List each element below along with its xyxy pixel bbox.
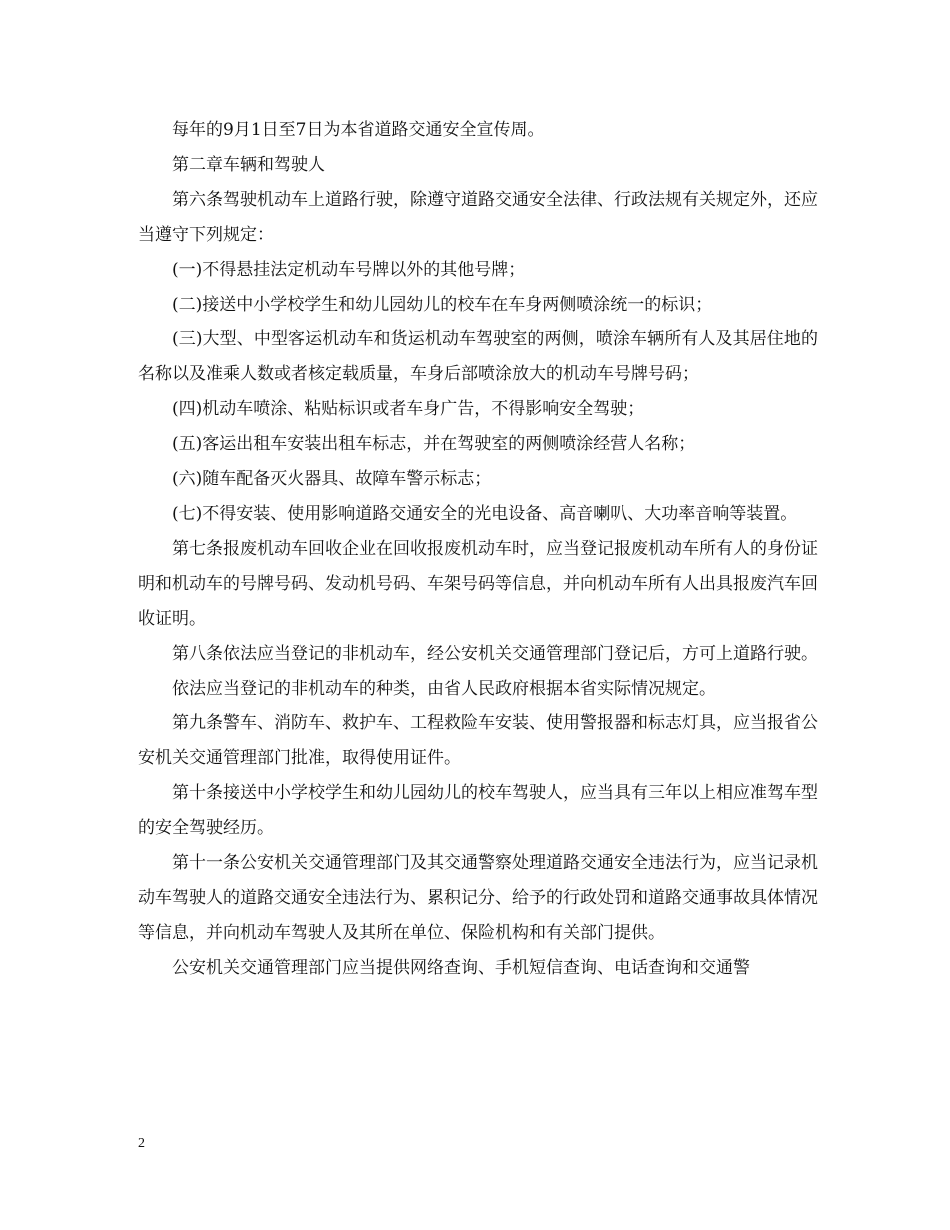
paragraph-article-8: 第八条依法应当登记的非机动车，经公安机关交通管理部门登记后，方可上道路行驶。 [172, 643, 818, 664]
document-body [138, 113, 818, 986]
paragraph-article-8-note: 依法应当登记的非机动车的种类，由省人民政府根据本省实际情况规定。 [172, 678, 716, 699]
paragraph-article-11: 第十一条公安机关交通管理部门及其交通警察处理道路交通安全违法行为，应当记录机动车驾驶人的道路交通安全违法行为、累积记分、给予的行政处罚和道路交通事故具体情况等信息，并向机动车驾驶人及其所在单位、保险机构和有关部门提供。 [138, 853, 818, 943]
paragraph-article-7: 第七条报废机动车回收企业在回收报废机动车时，应当登记报废机动车所有人的身份证明和机动车的号牌号码、发动机号码、车架号码等信息，并向机动车所有人出具报废汽车回收证明。 [138, 538, 818, 629]
paragraph-article-9: 第九条警车、消防车、救护车、工程救险车安装、使用警报器和标志灯具，应当报省公安机关交通管理部门批准，取得使用证件。 [138, 713, 818, 769]
list-item-7: (七)不得安装、使用影响道路交通安全的光电设备、高音喇叭、大功率音响等装置。 [172, 503, 798, 524]
paragraph-article-6: 第六条驾驶机动车上道路行驶，除遵守道路交通安全法律、行政法规有关规定外，还应当遵守下列规定： [138, 189, 818, 245]
paragraph-article-10: 第十条接送中小学校学生和幼儿园幼儿的校车驾驶人，应当具有三年以上相应准驾车型的安全驾驶经历。 [138, 783, 818, 839]
paragraph-1: 每年的9月1日至7日为本省道路交通安全宣传周。 [172, 120, 545, 140]
list-item-5: (五)客运出租车安装出租车标志，并在驾驶室的两侧喷涂经营人名称； [172, 434, 696, 455]
list-item-1: (一)不得悬挂法定机动车号牌以外的其他号牌； [172, 259, 526, 280]
list-item-2: (二)接送中小学校学生和幼儿园幼儿的校车在车身两侧喷涂统一的标识； [172, 294, 713, 315]
list-item-4: (四)机动车喷涂、粘贴标识或者车身广告，不得影响安全驾驶； [172, 399, 645, 420]
paragraph-article-11-cont: 公安机关交通管理部门应当提供网络查询、手机短信查询、电话查询和交通警 [172, 957, 750, 978]
list-item-3: (三)大型、中型客运机动车和货运机动车驾驶室的两侧，喷涂车辆所有人及其居住地的名称以及准乘人数或者核定载质量，车身后部喷涂放大的机动车号牌号码； [138, 329, 818, 385]
chapter-heading: 第二章车辆和驾驶人 [172, 154, 325, 175]
list-item-6: (六)随车配备灭火器具、故障车警示标志； [172, 469, 492, 490]
page-number: 2 [138, 1136, 145, 1151]
